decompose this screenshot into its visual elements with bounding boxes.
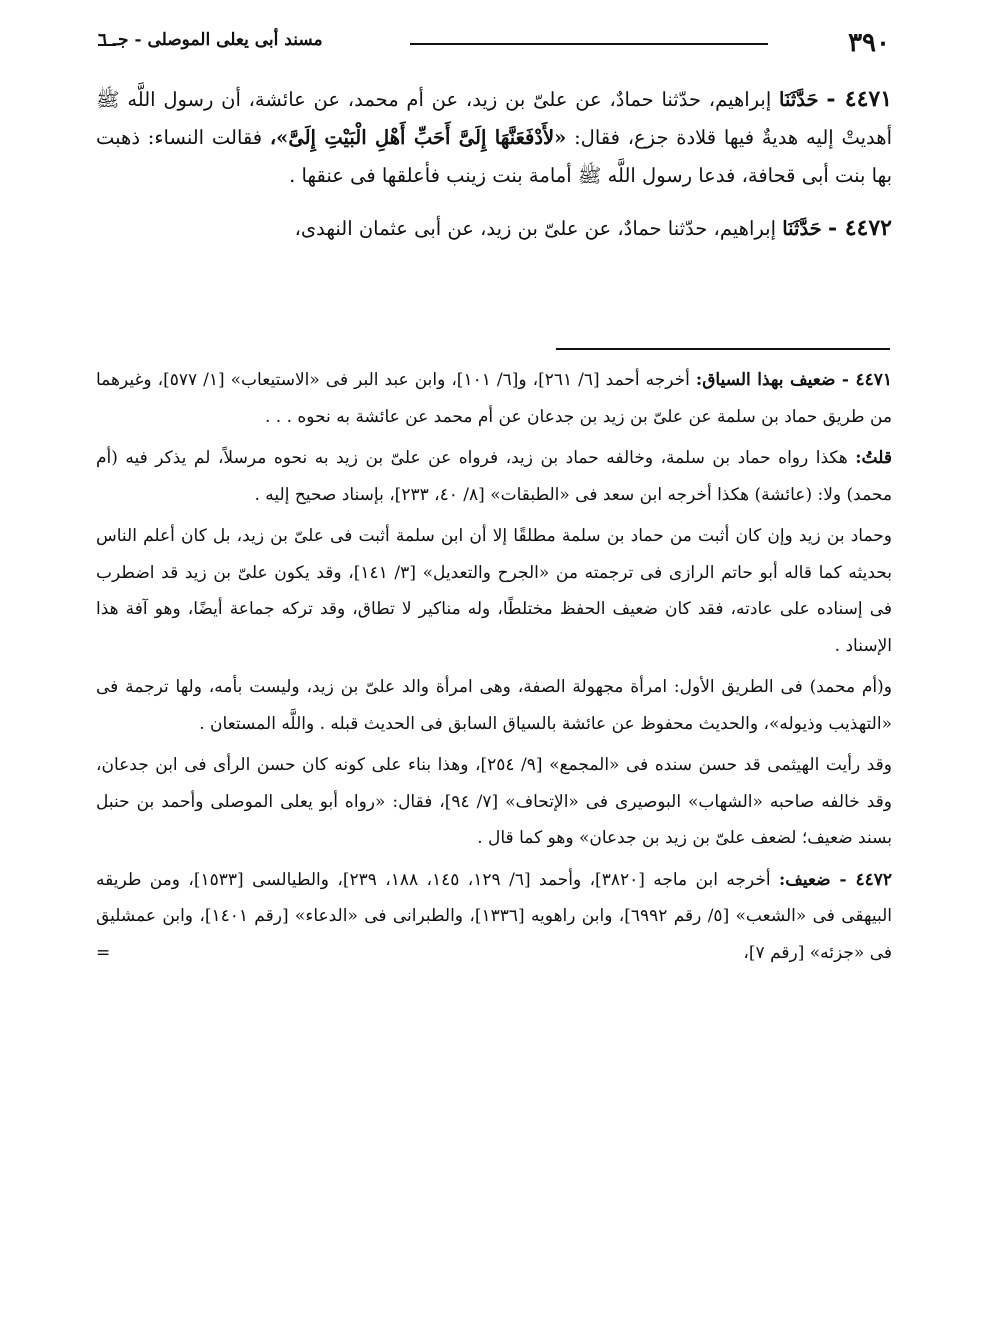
footnote-4472 bbox=[96, 862, 892, 972]
footnote-paragraph: وقد رأيت الهيثمى قد حسن سنده فى «المجمع» [٩/ ٢٥٤]، وهذا بناء على كونه كان حسن الرأى فى ابن جدعان، وقد خالفه صاحبه «الشهاب» البوصيرى فى «الإتحاف» [٧/ ٩٤]، فقال: «رواه أبو يعلى الموصلى وأحمد بن حنبل بسند ضعيف؛ لضعف علىّ بن زيد بن جدعان» وهو كما قال . bbox=[96, 755, 892, 848]
hadith-number: ٤٤٧١ - bbox=[826, 86, 893, 112]
footnote-label: ٤٤٧٢ - ضعيف: bbox=[778, 869, 892, 890]
hadith-chain: إبراهيم، حدّثنا حمادٌ، عن علىّ بن زيد، عن أبى عثمان النهدى، bbox=[294, 217, 776, 240]
header-rule bbox=[410, 43, 768, 45]
prophetic-quote: «لأَدْفَعَنَّهَا إِلَىَّ أَحَبِّ أَهْلِ الْبَيْتِ إِلَىَّ»، bbox=[269, 126, 567, 149]
book-title: مسند أبى يعلى الموصلى - جـ ٦ bbox=[98, 30, 323, 50]
footnote-separator bbox=[556, 348, 890, 350]
footnote-label: ٤٤٧١ - ضعيف بهذا السياق: bbox=[695, 370, 893, 390]
footnote-4471 bbox=[96, 362, 892, 435]
hadith-4472 bbox=[96, 209, 892, 248]
footnotes bbox=[96, 362, 892, 976]
hadith-4471 bbox=[96, 80, 892, 195]
hadith-chain: إبراهيم، حدّثنا حمادٌ، عن علىّ بن زيد، عن أم محمد، عن عائشة، أن رسول اللَّه ﷺ أهديتْ إليه هديةٌ فيها قلادة جزع، فقال: bbox=[96, 88, 892, 149]
footnote-comment bbox=[96, 440, 892, 513]
continuation-mark: = bbox=[96, 942, 111, 963]
page-number: ٣٩٠ bbox=[848, 28, 890, 58]
running-header bbox=[98, 28, 890, 56]
footnote-paragraph: وحماد بن زيد وإن كان أثبت من حماد بن سلمة مطلقًا إلا أن ابن سلمة أثبت فى علىّ بن زيد، بل كان أعلم الناس بحديثه كما قاله أبو حاتم الرازى فى ترجمته من «الجرح والتعديل» [٣/ ١٤١]، وقد يكون علىّ بن زيد قد اضطرب فى إسناده على عادته، فقد كان ضعيف الحفظ مختلطًا، وله مناكير لا تطاق، وقد تركه جماعة أيضًا، وهو آفة هذا الإسناد . bbox=[96, 526, 892, 656]
comment-label: قلتُ: bbox=[855, 448, 893, 468]
header-rule-end bbox=[98, 44, 116, 46]
hadith-text bbox=[96, 80, 892, 262]
narration-verb: حَدَّثَنَا bbox=[779, 88, 819, 111]
hadith-body: فقالت النساء: ذهبت بها بنت أبى قحافة، فدعا رسول اللَّه ﷺ أمامة بنت زينب فأعلقها فى عنقها . bbox=[96, 126, 892, 187]
footnote-paragraph: و(أم محمد) فى الطريق الأول: امرأة مجهولة الصفة، وهى امرأة والد علىّ بن زيد، وليست بأمه، ولها ترجمة فى «التهذيب وذيوله»، والحديث محفوظ عن عائشة بالسياق السابق فى الحديث قبله . واللَّه المستعان . bbox=[96, 677, 892, 734]
footnote-text: أخرجه أحمد [٦/ ٢٦١]، و[٦/ ١٠١]، وابن عبد البر فى «الاستيعاب» [١/ ٥٧٧]، وغيرهما من طريق حماد بن سلمة عن علىّ بن زيد بن جدعان عن أم محمد عن عائشة به نحوه . . . bbox=[96, 370, 892, 427]
narration-verb: حَدَّثَنَا bbox=[782, 217, 822, 240]
comment-text: هكذا رواه حماد بن سلمة، وخالفه حماد بن زيد، فرواه عن علىّ بن زيد به نحوه مرسلاً، لم يذكر فيه (أم محمد) ولا: (عائشة) هكذا أخرجه ابن سعد فى «الطبقات» [٨/ ٤٠، ٢٣٣]، بإسناد صحيح إليه . bbox=[96, 448, 892, 505]
footnote-text: أخرجه ابن ماجه [٣٨٢٠]، وأحمد [٦/ ١٢٩، ١٤٥، ١٨٨، ٢٣٩]، والطيالسى [١٥٣٣]، ومن طريقه البيهقى فى «الشعب» [٥/ رقم ٦٩٩٢]، وابن راهويه [١٣٣٦]، والطبرانى فى «الدعاء» [رقم ١٤٠١]، وابن عمشليق فى «جزئه» [رقم ٧]، bbox=[96, 869, 893, 963]
hadith-number: ٤٤٧٢ - bbox=[827, 215, 892, 241]
